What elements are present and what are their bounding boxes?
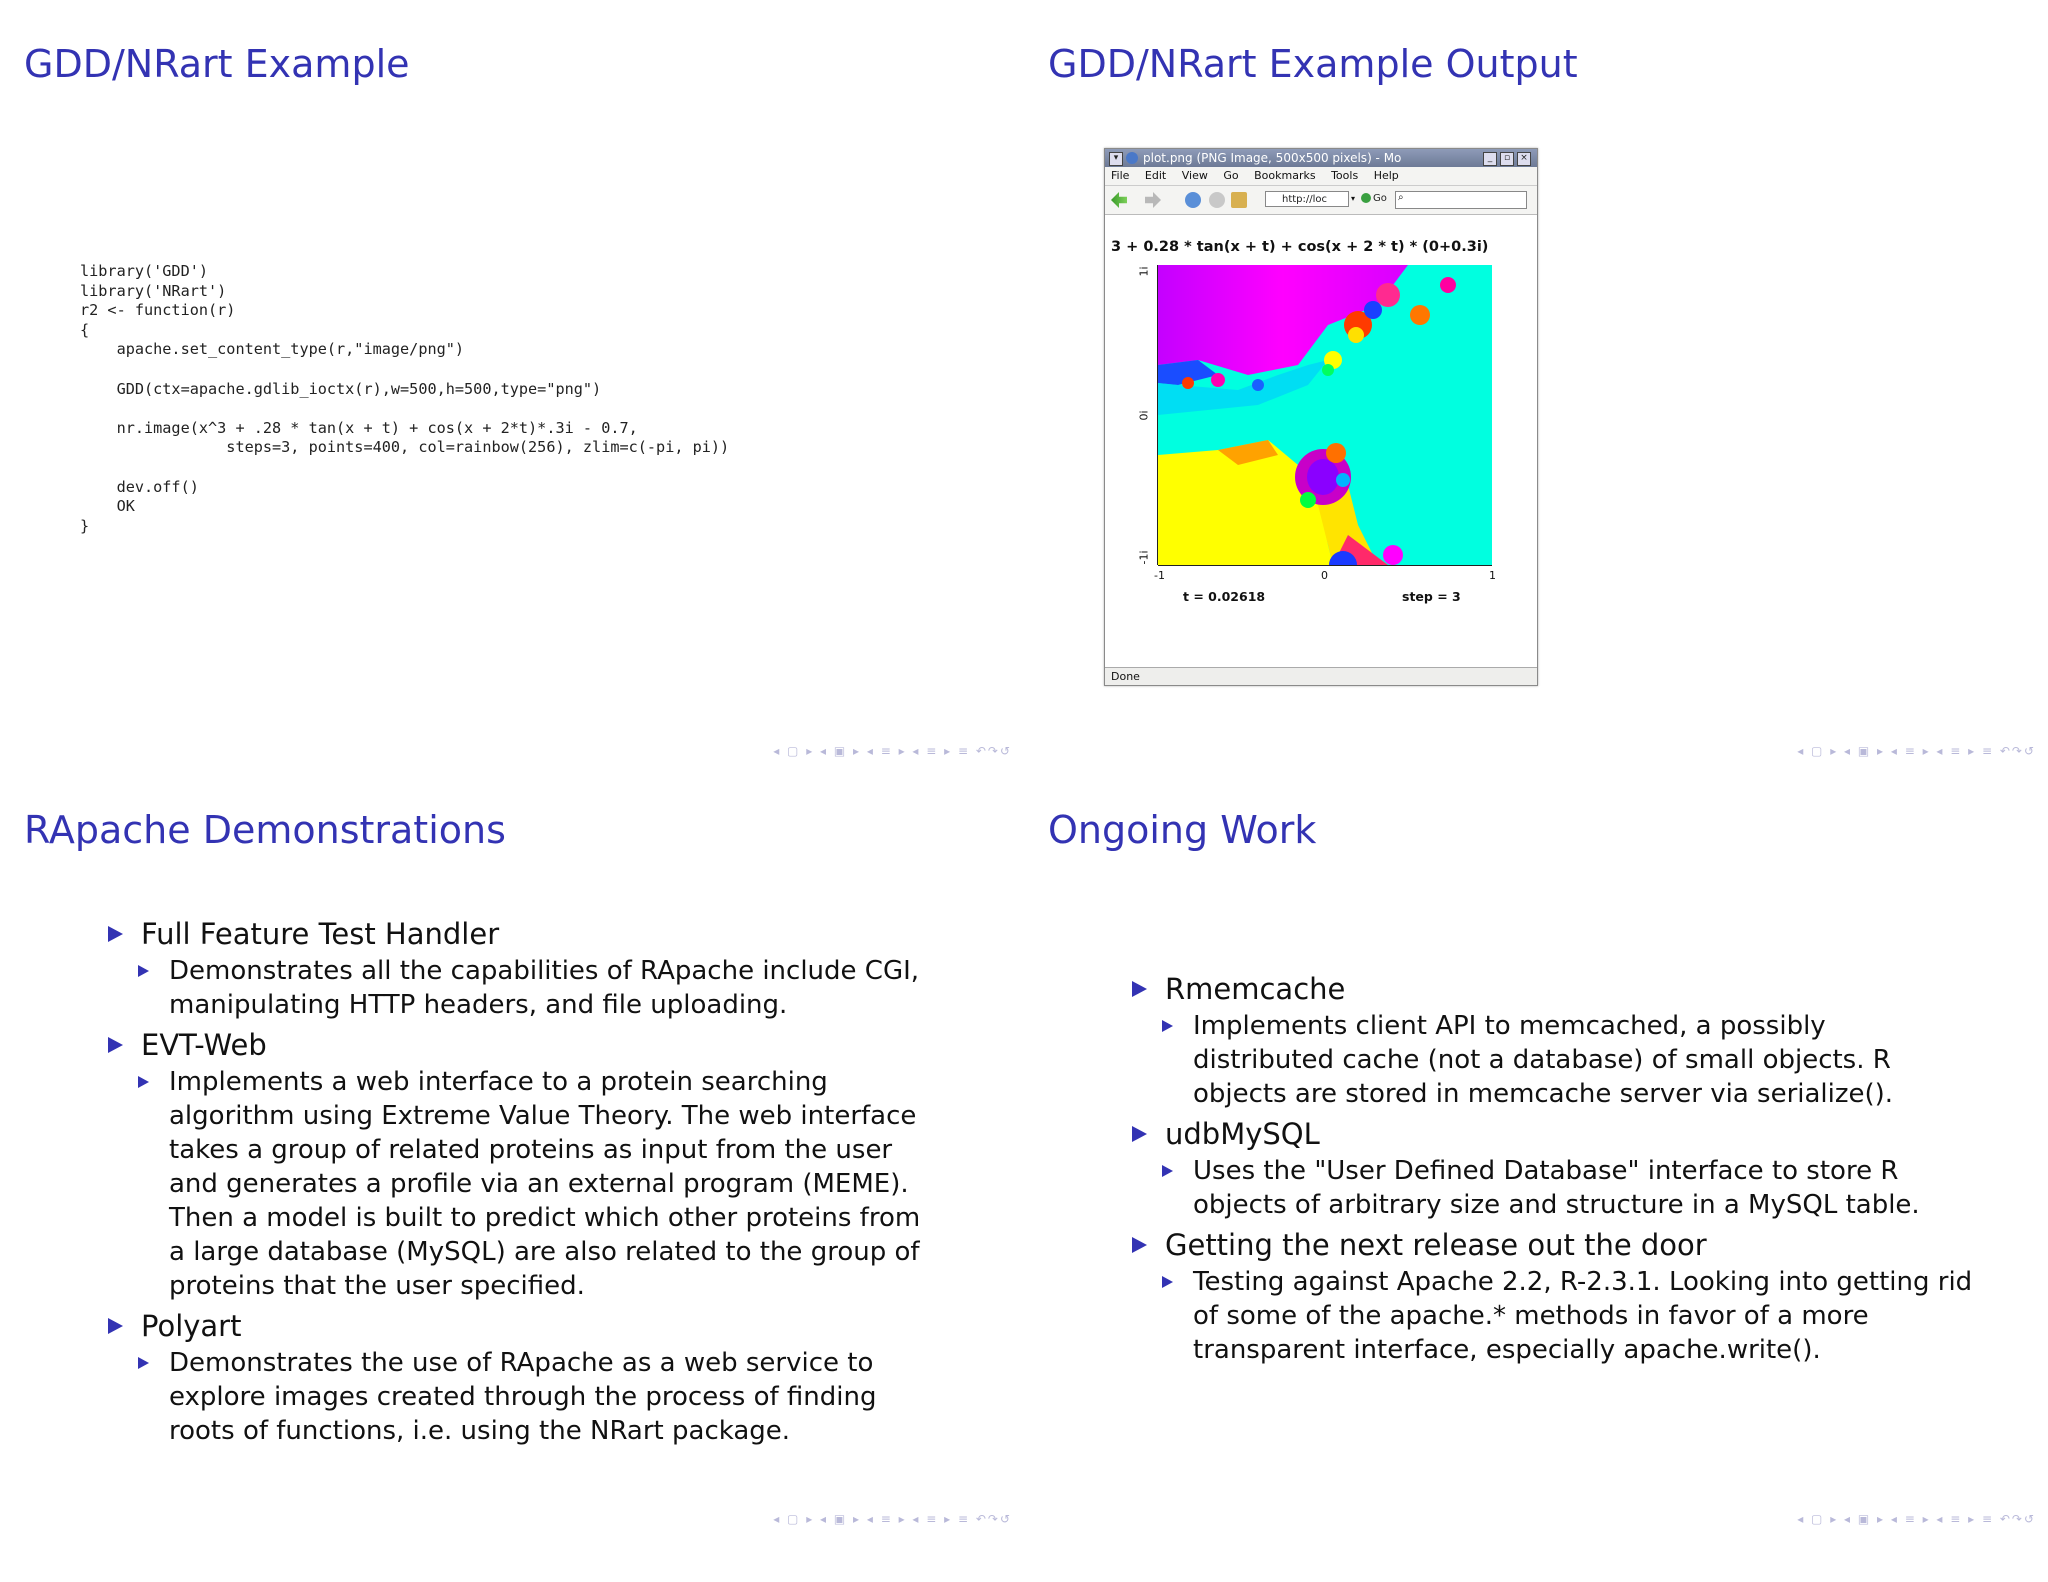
close-icon[interactable]: × <box>1517 152 1531 166</box>
back-arrow-icon[interactable] <box>1111 192 1127 208</box>
minimize-icon[interactable]: _ <box>1483 152 1497 166</box>
bullet-list <box>108 916 988 1453</box>
code-block: library('GDD') library('NRart') r2 <- function(r) { apache.set_content_type(r,"image/png") GDD(ctx=apache.gdlib_ioctx(r),w=500,h=500,type="png") nr.image(x^3 + .28 * tan(x + t) + cos(x + 2*t)*.3i - 0.7, steps=3, points=400, col=rainbow(256), zlim=c(-pi, pi)) dev.off() OK } <box>80 262 730 535</box>
x-tick-right: 1 <box>1489 569 1496 582</box>
list-subitem-text: Testing against Apache 2.2, R-2.3.1. Looking into getting rid of some of the apache.* methods in favor of a more transparent interface, especially apache.write(). <box>1193 1267 1973 1365</box>
bullet-triangle-icon <box>138 1076 149 1088</box>
bullet-triangle-icon <box>1132 1126 1147 1142</box>
bullet-triangle-icon <box>1132 1237 1147 1253</box>
list-subitem <box>1160 1154 1973 1222</box>
list-item <box>1132 971 2012 1007</box>
bullet-list <box>1132 971 2012 1372</box>
list-item <box>1132 1227 2012 1263</box>
bullet-triangle-icon <box>138 1357 149 1369</box>
slide-ongoing-work <box>1024 768 2048 1536</box>
list-subitem <box>136 1065 929 1303</box>
go-icon <box>1361 193 1371 203</box>
slide-gdd-nrart-output <box>1024 0 2048 768</box>
maximize-icon[interactable]: ▫ <box>1500 152 1514 166</box>
url-input[interactable]: http://loc <box>1265 191 1349 207</box>
list-item <box>108 1027 988 1063</box>
list-subitem-text: Implements client API to memcached, a possibly distributed cache (not a database) of small objects. R objects are stored in memcache server via serialize(). <box>1193 1011 1894 1109</box>
list-subitem-text: Demonstrates all the capabilities of RApache include CGI, manipulating HTTP headers, and file uploading. <box>169 956 920 1020</box>
y-tick-middle: 0i <box>1137 410 1151 421</box>
slide-title: GDD/NRart Example <box>24 42 410 86</box>
bullet-triangle-icon <box>1162 1165 1173 1177</box>
window-title: plot.png (PNG Image, 500x500 pixels) - Mo <box>1143 151 1402 165</box>
y-tick-top: 1i <box>1137 266 1151 277</box>
url-dropdown-icon[interactable]: ▾ <box>1351 194 1356 203</box>
menu-edit[interactable]: Edit <box>1144 169 1167 182</box>
browser-toolbar <box>1105 186 1537 215</box>
bullet-triangle-icon <box>1162 1276 1173 1288</box>
search-input[interactable] <box>1395 191 1527 209</box>
go-button[interactable] <box>1361 191 1387 207</box>
slide-rapache-demonstrations <box>0 768 1024 1536</box>
slide-title: Ongoing Work <box>1048 808 1317 852</box>
bullet-triangle-icon <box>108 1318 123 1334</box>
list-subitem-text: Implements a web interface to a protein searching algorithm using Extreme Value Theory. The web interface takes a group of related proteins as input from the user and generates a profile via an external program (MEME). Then a model is built to predict which other proteins from a large database (MySQL) are also related to the group of proteins that the user specified. <box>169 1067 921 1301</box>
browser-globe-icon <box>1126 152 1138 164</box>
x-tick-middle: 0 <box>1321 569 1328 582</box>
list-item-label: Polyart <box>141 1309 242 1343</box>
list-subitem <box>1160 1009 1973 1111</box>
browser-title-bar <box>1105 149 1537 167</box>
list-subitem <box>136 1346 929 1448</box>
bullet-triangle-icon <box>1162 1020 1173 1032</box>
plot-frame-left <box>1157 265 1158 565</box>
step-label: step = 3 <box>1402 589 1461 604</box>
slide-title: GDD/NRart Example Output <box>1048 42 1578 86</box>
y-tick-bottom: -1i <box>1137 550 1151 565</box>
browser-menubar <box>1105 167 1537 186</box>
list-item-label: udbMySQL <box>1165 1117 1320 1151</box>
beamer-navigation[interactable]: ◂ ▢ ▸ ◂ ▣ ▸ ◂ ≡ ▸ ◂ ≡ ▸ ≡ ↶↷↺ <box>773 1512 1012 1526</box>
slide-title: RApache Demonstrations <box>24 808 506 852</box>
x-tick-left: -1 <box>1154 569 1165 582</box>
menu-go[interactable]: Go <box>1223 169 1239 182</box>
search-icon: ⌕ <box>1398 192 1404 203</box>
menu-file[interactable]: File <box>1111 169 1130 182</box>
bullet-triangle-icon <box>108 1037 123 1053</box>
menu-bookmarks[interactable]: Bookmarks <box>1254 169 1316 182</box>
stop-icon[interactable] <box>1209 192 1225 208</box>
menu-tools[interactable]: Tools <box>1331 169 1359 182</box>
beamer-navigation[interactable]: ◂ ▢ ▸ ◂ ▣ ▸ ◂ ≡ ▸ ◂ ≡ ▸ ≡ ↶↷↺ <box>1797 744 2036 758</box>
list-item-label: Rmemcache <box>1165 972 1346 1006</box>
list-subitem-text: Demonstrates the use of RApache as a web service to explore images created through the process of finding roots of functions, i.e. using the NRart package. <box>169 1348 877 1446</box>
go-label: Go <box>1373 193 1387 204</box>
menu-help[interactable]: Help <box>1373 169 1399 182</box>
list-item <box>108 916 988 952</box>
window-menu-icon[interactable]: ▾ <box>1109 152 1123 166</box>
bullet-triangle-icon <box>138 965 149 977</box>
bullet-triangle-icon <box>1132 981 1147 997</box>
reload-icon[interactable] <box>1185 192 1201 208</box>
list-subitem-text: Uses the "User Defined Database" interface to store R objects of arbitrary size and structure in a MySQL table. <box>1193 1156 1920 1220</box>
plot-frame <box>1158 565 1492 566</box>
image-viewport <box>1105 215 1537 667</box>
slide-gdd-nrart-example <box>0 0 1024 768</box>
browser-status-bar: Done <box>1105 667 1537 685</box>
list-item <box>1132 1116 2012 1152</box>
plot-title: 3 + 0.28 * tan(x + t) + cos(x + 2 * t) * (0+0.3i) <box>1111 239 1489 255</box>
beamer-navigation[interactable]: ◂ ▢ ▸ ◂ ▣ ▸ ◂ ≡ ▸ ◂ ≡ ▸ ≡ ↶↷↺ <box>1797 1512 2036 1526</box>
list-item-label: Getting the next release out the door <box>1165 1228 1707 1262</box>
list-subitem <box>136 954 929 1022</box>
newton-fractal-image <box>1158 265 1492 565</box>
browser-window <box>1104 148 1538 686</box>
list-item <box>108 1308 988 1344</box>
bullet-triangle-icon <box>108 926 123 942</box>
list-item-label: EVT-Web <box>141 1028 267 1062</box>
beamer-navigation[interactable]: ◂ ▢ ▸ ◂ ▣ ▸ ◂ ≡ ▸ ◂ ≡ ▸ ≡ ↶↷↺ <box>773 744 1012 758</box>
fractal-svg <box>1158 265 1492 565</box>
home-icon[interactable] <box>1231 192 1247 208</box>
menu-view[interactable]: View <box>1181 169 1208 182</box>
list-item-label: Full Feature Test Handler <box>141 917 500 951</box>
time-label: t = 0.02618 <box>1183 589 1266 604</box>
list-subitem <box>1160 1265 1973 1367</box>
forward-arrow-icon[interactable] <box>1145 192 1161 208</box>
